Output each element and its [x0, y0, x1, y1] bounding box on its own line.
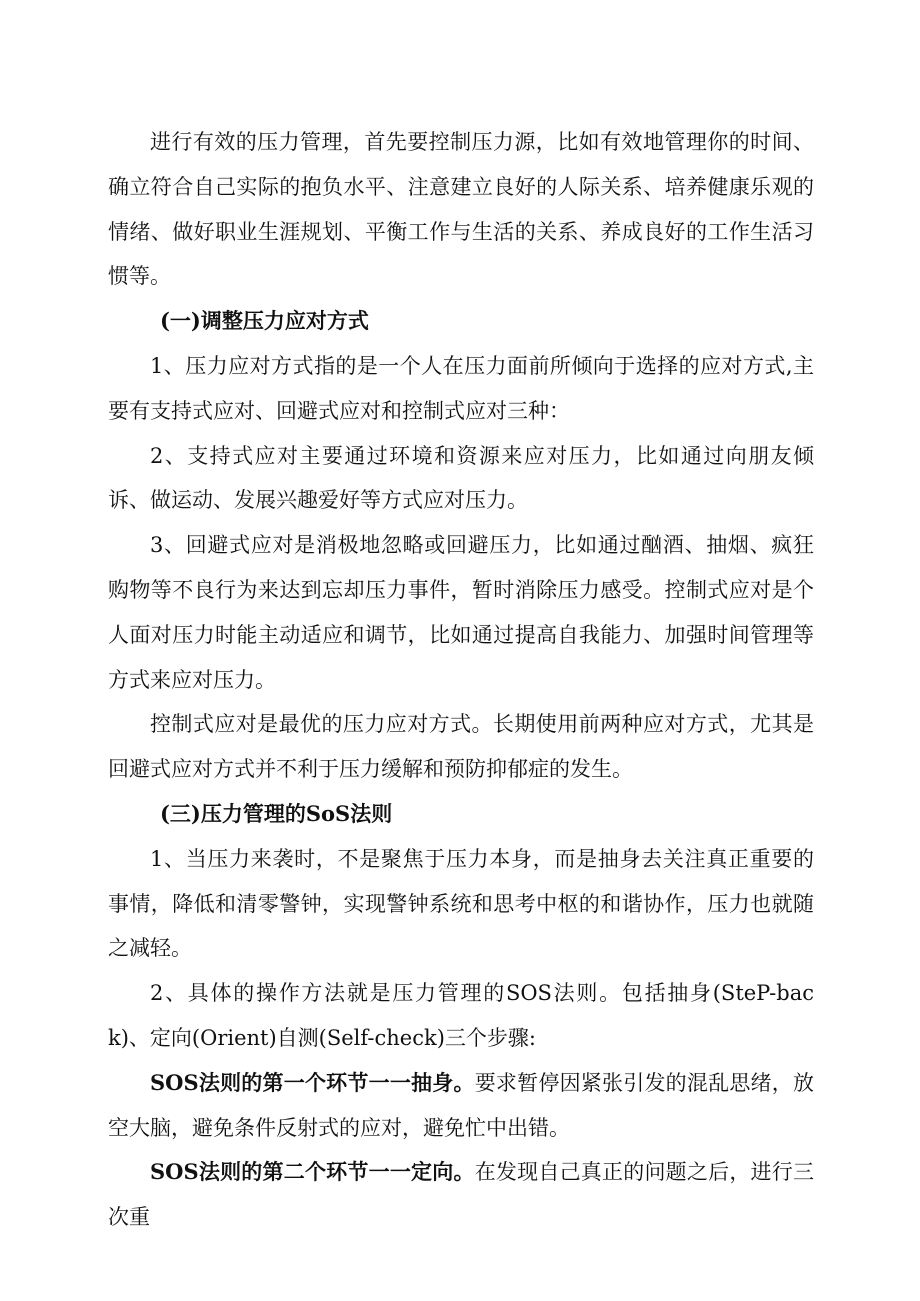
- paragraph-sos-steps: 2、具体的操作方法就是压力管理的SOS法则。包括抽身(SteP-back)、定向(Orient)自测(Self-check)三个步骤:: [108, 981, 814, 1050]
- sos-orient-text: 在发现自己真正的问题之后，进行三次重: [108, 1160, 814, 1230]
- section-heading-adjust-coping: (一)调整压力应对方式: [160, 308, 369, 334]
- sos-step-back-lead: SOS法则的第一个环节一一抽身。: [150, 1069, 475, 1095]
- paragraph-sos-focus: 1、当压力来袭时，不是聚焦于压力本身，而是抽身去关注真正重要的事情，降低和清零警钟，实现警钟系统和思考中枢的和谐协作，压力也就随之减轻。: [108, 846, 814, 961]
- document-body: [108, 120, 814, 1240]
- paragraph-supportive-coping: 2、支持式应对主要通过环境和资源来应对压力，比如通过向朋友倾诉、做运动、发展兴趣爱好等方式应对压力。: [108, 443, 814, 513]
- paragraph-control-coping-best: 控制式应对是最优的压力应对方式。长期使用前两种应对方式，尤其是回避式应对方式并不利于压力缓解和预防抑郁症的发生。: [108, 712, 814, 782]
- paragraph-avoidant-coping: 3、回避式应对是消极地忽略或回避压力，比如通过酗酒、抽烟、疯狂购物等不良行为来达到忘却压力事件，暂时消除压力感受。控制式应对是个人面对压力时能主动适应和调节，比如通过提高自我能力、加强时间管理等方式来应对压力。: [108, 533, 814, 692]
- paragraph-coping-definition: 1、压力应对方式指的是一个人在压力面前所倾向于选择的应对方式,主要有支持式应对、回避式应对和控制式应对三种：: [108, 353, 814, 423]
- paragraph-sos-step-back: [108, 1061, 814, 1151]
- sos-step-back-text: 要求暂停因紧张引发的混乱思绪，放空大脑，避免条件反射式的应对，避免忙中出错。: [108, 1070, 814, 1140]
- paragraph-pressure-management-intro: 进行有效的压力管理，首先要控制压力源，比如有效地管理你的时间、确立符合自己实际的抱负水平、注意建立良好的人际关系、培养健康乐观的情绪、做好职业生涯规划、平衡工作与生活的关系、养成良好的工作生活习惯等。: [108, 130, 814, 289]
- paragraph-sos-orient: [108, 1150, 814, 1240]
- sos-orient-lead: SOS法则的第二个环节一一定向。: [150, 1159, 475, 1185]
- section-heading-sos-rule: (三)压力管理的SoS法则: [160, 800, 393, 826]
